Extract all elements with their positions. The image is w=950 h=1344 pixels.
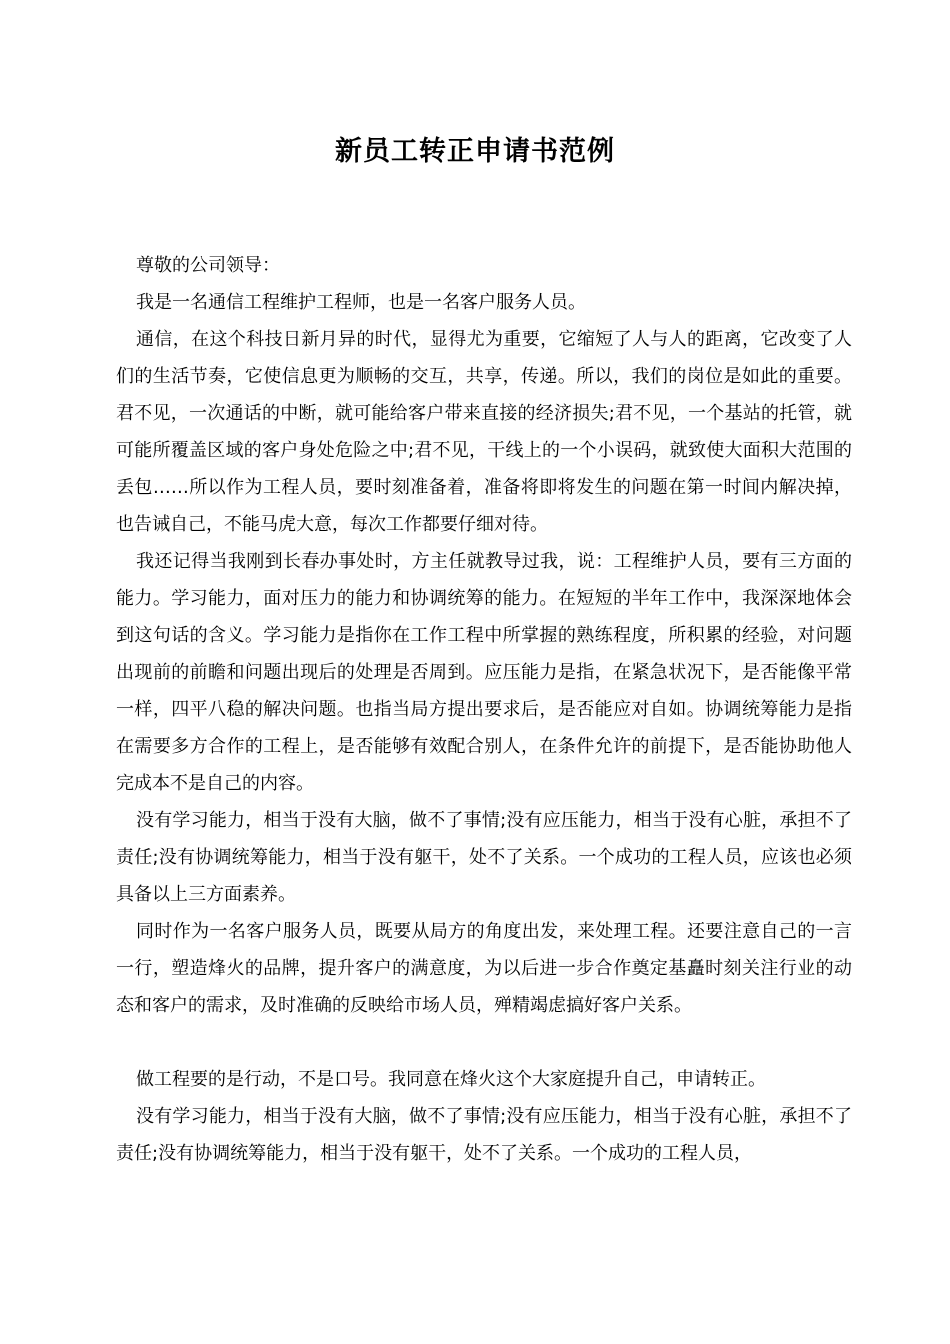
document-body bbox=[116, 247, 852, 1172]
paragraph: 我是一名通信工程维护工程师，也是一名客户服务人员。 bbox=[136, 292, 586, 313]
paragraph: 通信，在这个科技日新月异的时代，显得尤为重要，它缩短了人与人的距离，它改变了人们的生活节奏，它使信息更为顺畅的交互，共享，传递。所以，我们的岗位是如此的重要。君不见，一次通话的中断，就可能给客户带来直接的经济损失;君不见，一个基站的托管，就可能所覆盖区域的客户身处危险之中;君不见，干线上的一个小误码，就致使大面积大范围的丢包……所以作为工程人员，要时刻准备着，准备将即将发生的问题在第一时间内解决掉，也告诫自己，不能马虎大意，每次工作都要仔细对待。 bbox=[116, 329, 852, 535]
paragraph: 我还记得当我刚到长春办事处时，方主任就教导过我，说：工程维护人员，要有三方面的能力。学习能力，面对压力的能力和协调统筹的能力。在短短的半年工作中，我深深地体会到这句话的含义。学习能力是指你在工作工程中所掌握的熟练程度，所积累的经验，对问题出现前的前瞻和问题出现后的处理是否周到。应压能力是指，在紧急状况下，是否能像平常一样，四平八稳的解决问题。也指当局方提出要求后，是否能应对自如。协调统筹能力是指在需要多方合作的工程上，是否能够有效配合别人，在条件允许的前提下，是否能协助他人完成本不是自己的内容。 bbox=[116, 551, 852, 794]
salutation: 尊敬的公司领导： bbox=[136, 255, 280, 276]
paragraph: 没有学习能力，相当于没有大脑，做不了事情;没有应压能力，相当于没有心脏，承担不了责任;没有协调统筹能力，相当于没有躯干，处不了关系。一个成功的工程人员，应该也必须具备以上三方面素养。 bbox=[116, 810, 852, 905]
paragraph: 没有学习能力，相当于没有大脑，做不了事情;没有应压能力，相当于没有心脏，承担不了责任;没有协调统筹能力，相当于没有躯干，处不了关系。一个成功的工程人员， bbox=[116, 1106, 852, 1164]
paragraph: 同时作为一名客户服务人员，既要从局方的角度出发，来处理工程。还要注意自己的一言一行，塑造烽火的品牌，提升客户的满意度，为以后进一步合作奠定基矗时刻关注行业的动态和客户的需求，及时准确的反映给市场人员，殚精竭虑搞好客户关系。 bbox=[116, 921, 852, 1016]
document-title: 新员工转正申请书范例 bbox=[335, 136, 615, 167]
paragraph: 做工程要的是行动，不是口号。我同意在烽火这个大家庭提升自己，申请转正。 bbox=[136, 1069, 766, 1090]
